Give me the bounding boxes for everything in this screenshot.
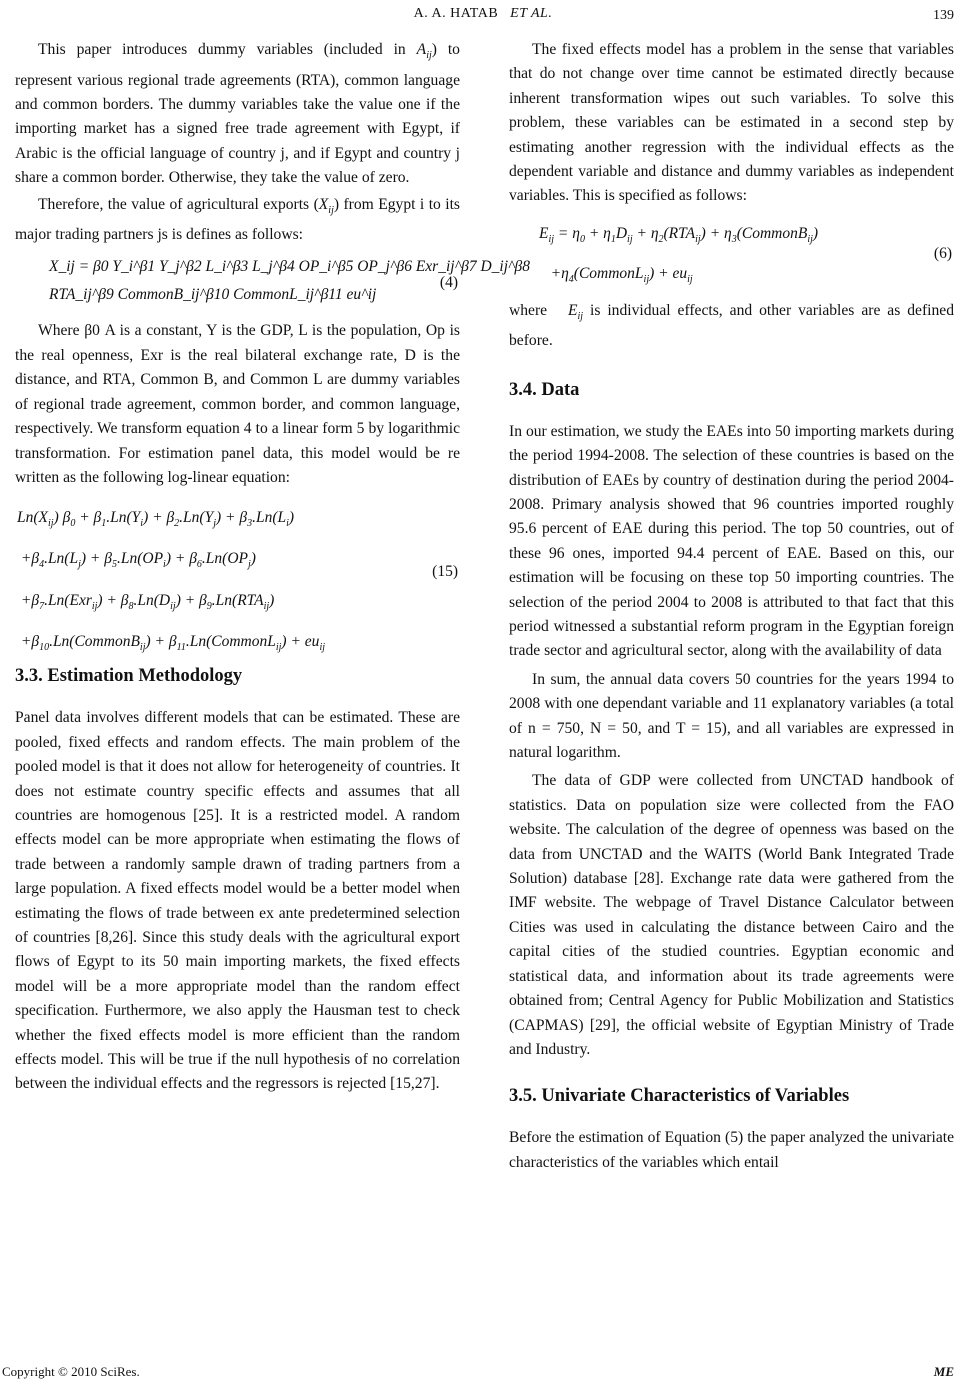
equation-4-line-1: X_ij = β0 Y_i^β1 Y_j^β2 L_i^β3 L_j^β4 OP_i^β5 OP_j^β6 Exr_ij^β7 D_ij^β8 <box>49 258 531 276</box>
section-heading: 3.5. Univariate Characteristics of Variables <box>509 1086 850 1107</box>
left-column <box>15 38 531 1097</box>
equation-15-line-3: $+\beta_7.Ln(Exr_{ij}) + \beta_8.Ln(D_{ij}) + \beta_9.Ln(RTA_{ij})$ <box>17 591 275 612</box>
page-header <box>0 4 966 26</box>
equation-4-number: (4) <box>439 274 458 292</box>
paragraph: Therefore, the value of agricultural exports $(X_{ij})$ from Egypt i to its major trading partners js is defines as follows: <box>15 195 460 244</box>
equation-15-number: (15) <box>432 563 458 581</box>
section-heading: 3.3. Estimation Methodology <box>15 666 243 687</box>
section-heading: 3.4. Data <box>509 379 580 400</box>
equation-15 <box>17 500 460 653</box>
equation-6 <box>539 217 954 289</box>
equation-15-line-4: $+\beta_{10}.Ln(CommonB_{ij})$ + $\beta_{11}.Ln(CommonL_{ij}) + eu_{ij}$ <box>17 632 325 653</box>
journal-abbrev: ME <box>933 1364 954 1379</box>
authors-name: A. A. HATAB <box>413 6 499 21</box>
authors-etal: ET AL. <box>510 6 553 21</box>
equation-15-line-1: $Ln(X_{ij}) \beta_0 + \beta_1.Ln(Y_i) + \beta_2.Ln(Y_j) + \beta_3.Ln(L_i)$ <box>17 509 295 530</box>
equation-6-number: (6) <box>933 244 952 262</box>
paragraph: The fixed effects model has a problem in the sense that variables that do not change over time cannot be estimated directly because inherent transformation wipes out such variables. To solve this problem, these variables can be estimated in a second step by estimating another regression with the individual effects as the dependent variable and distance and dummy variables as independent variables. This is specified as follows: <box>509 41 954 205</box>
equation-4 <box>49 253 531 315</box>
equation-6-line-1: $E_{ij} = \eta_0 + \eta_1D_{ij} + \eta_2(RTA_{ij})$ + $\eta_3(CommonB_{ij})$ <box>539 224 819 245</box>
paragraph: where $E_{ij}$ is individual effects, and other variables are as defined before. <box>509 301 955 350</box>
equation-15-line-2: $+\beta_4.Ln(L_j) + \beta_5.Ln(OP_i) + \beta_6.Ln(OP_j)$ <box>17 550 256 571</box>
paragraph: This paper introduces dummy variables (included in $A_{ij}$) to represent various regional trade agreements (RTA), common language and common borders. The dummy variables take the value one if the importing market has a signed free trade agreement with Egypt, if Arabic is the official language of country j, and if Egypt and country j share a common border. Otherwise, they take the value of zero. <box>15 41 460 187</box>
paragraph: In sum, the annual data covers 50 countries for the years 1994 to 2008 with one dependant variable and 11 explanatory variables (a total of n = 750, N = 50, and T = 15), and all variables are expressed in natural logarithm. <box>509 670 954 762</box>
equation-6-line-2: $+\eta_4(CommonL_{ij}) + eu_{ij}$ <box>539 264 693 286</box>
paragraph: The data of GDP were collected from UNCTAD handbook of statistics. Data on population size were collected from the FAO website. The calculation of the degree of openness was based on the data from UNCTAD and the WAITS (World Bank Integrated Trade Solution) database [28]. Exchange rate data were gathered from the IMF website. The webpage of Travel Distance Calculator between Cities was used in calculating the distance between Cairo and the capital cities of the studied countries. Egyptian economic and statistical data, and information about its trade agreements were obtained from; Central Agency for Public Mobilization and Statistics (CAPMAS) [29], the official website of Egyptian Ministry of Trade and Industry. <box>509 772 954 1058</box>
paragraph: Where β0 A is a constant, Y is the GDP, L is the population, Op is the real openness, Exr is the real bilateral exchange rate, D is the distance, and RTA, Common B, and Common L are dummy variables of regional trade agreement, common border, and common language, respectively. We transform equation 4 to a linear form 5 by logarithmic transformation. For estimation panel data, this model would be re written as the following log-linear equation: <box>15 322 460 486</box>
equation-4-line-2: RTA_ij^β9 CommonB_ij^β10 CommonL_ij^β11 eu^ij <box>49 286 377 304</box>
paragraph: In our estimation, we study the EAEs into 50 importing markets during the period 1994-2008. The selection of these countries is based on the distribution of EAEs by country of destination during the period 2004-2008. Primary analysis showed that 96 countries imported roughly 95.6 percent of EAE during this period. The top 50 countries, out of these 96 ones, imported 94.4 percent of EAE. Based on this, our estimation will be focusing on these top 50 importing countries. The selection of the period 2004 to 2008 is attributed to that fact that this period witnessed a substantial reform program in the Egyptian foreign trade sector and agricultural sector, along with the availability of data <box>509 422 954 660</box>
copyright-notice: Copyright © 2010 SciRes. <box>2 1364 140 1379</box>
page-number: 139 <box>933 8 954 23</box>
paragraph: Before the estimation of Equation (5) the paper analyzed the univariate characteristics of the variables which entail <box>509 1129 954 1171</box>
running-head-authors <box>0 6 966 22</box>
paragraph: Panel data involves different models that can be estimated. These are pooled, fixed effects and random effects. The main problem of the pooled model is that it does not allow for heterogeneity of countries. It does not estimate country specific effects and assumes that all countries are homogenous [25]. It is a restricted model. A random effects model can be more appropriate when estimating the flows of trade between a randomly sample drawn of trading partners from a large population. A fixed effects model would be a better model when estimating the flows of trade between ex ante predetermined selection of countries [8,26]. Since this study deals with the agricultural export flows of Egypt to its 50 main importing markets, the fixed effects model will be a more appropriate model than the random effect specification. Furthermore, we also apply the Hausman test to check whether the fixed effects model is more efficient than the random effects model. This will be true if the null hypothesis of no correlation between the individual effects and the regressors is rejected [15,27]. <box>15 709 460 1093</box>
right-column <box>509 38 954 1175</box>
